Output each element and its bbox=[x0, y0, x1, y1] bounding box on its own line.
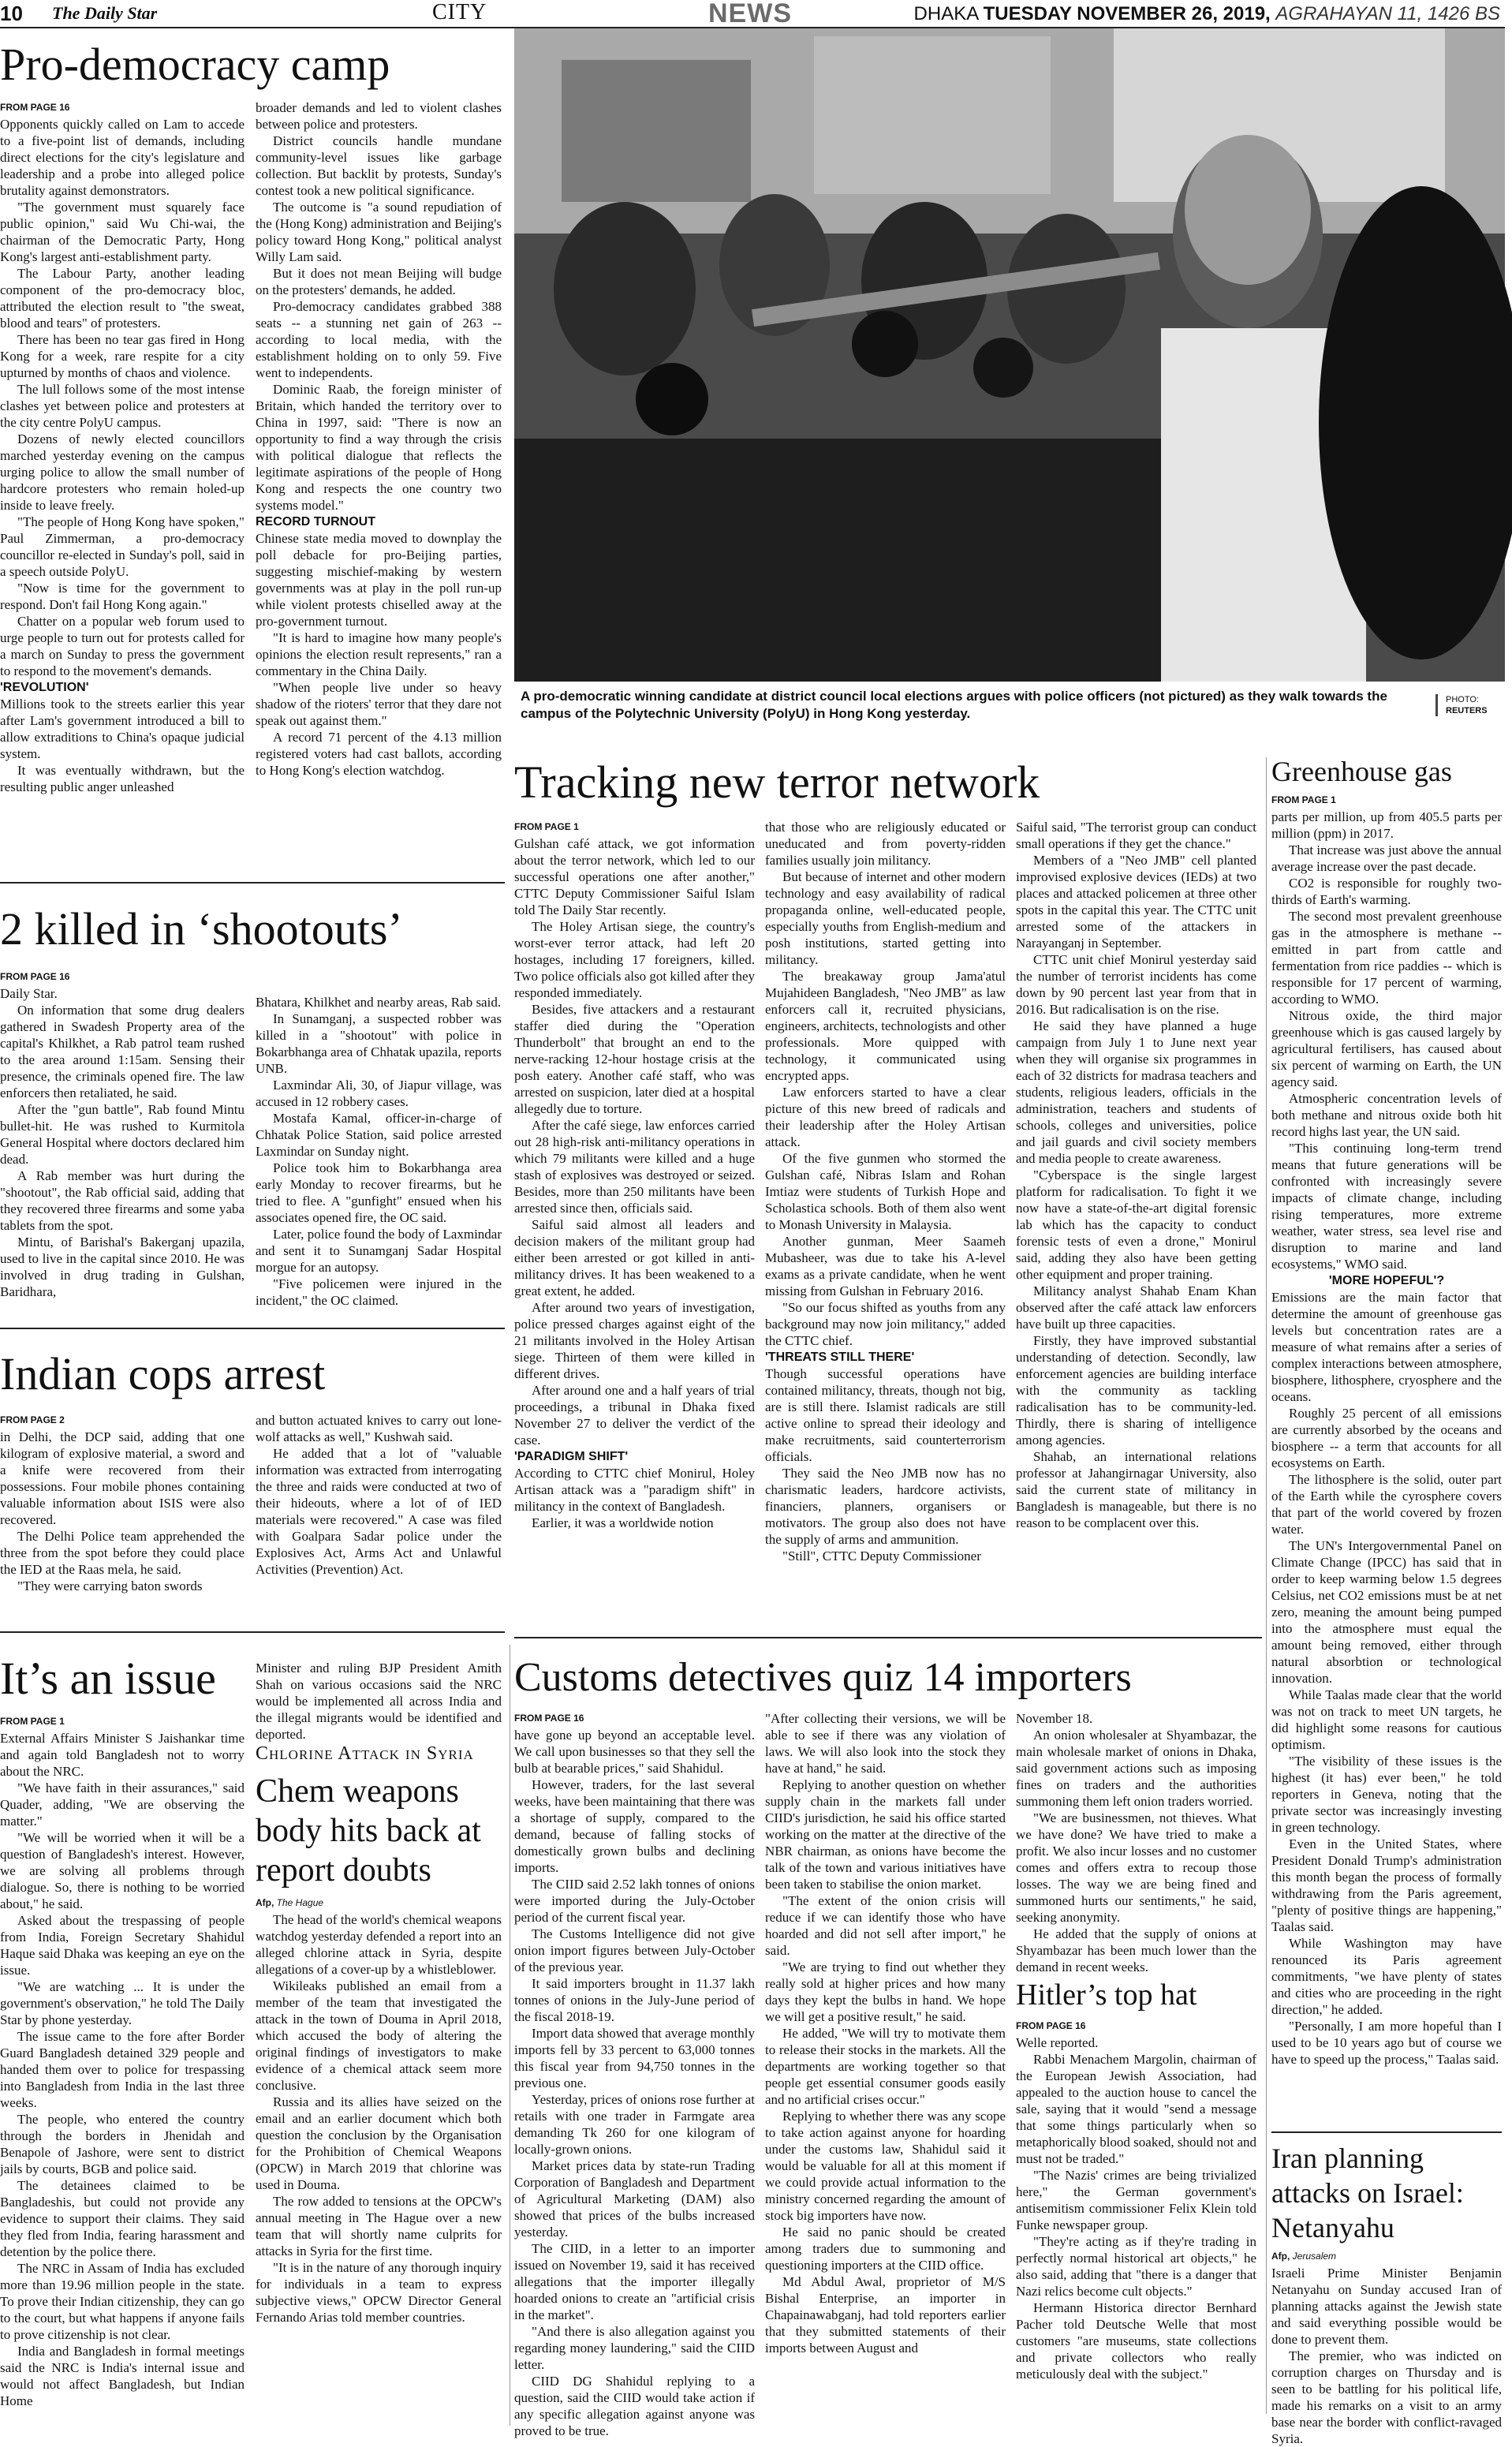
paragraph: After around two years of investigation, police pressed charges against eight of the 21 militants involved in the Holey Artisan siege. Thirteen of them were killed in different drives. bbox=[514, 1300, 755, 1381]
terror-column-2 bbox=[765, 819, 1006, 1631]
paragraph: "We are watching ... It is under the government's observation," he told The Daily Star by phone yesterday. bbox=[0, 1979, 245, 2027]
paragraph: "They're acting as if they're trading in perfectly normal historical art objects," he also said, adding that "there is a danger that Nazi relics become cult objects." bbox=[1016, 2234, 1256, 2299]
paragraph: He added that the supply of onions at Shyambazar has been much lower than the demand in recent weeks. bbox=[1016, 1926, 1256, 1974]
paragraph: Minister and ruling BJP President Amith Shah on various occasions said the NRC would be implemented all across India and the illegal migrants would be identified and deported. bbox=[256, 1661, 502, 1742]
paragraph: Millions took to the streets earlier this year after Lam's government introduced a bill to allow extraditions to China's opaque judicial system. bbox=[0, 697, 245, 761]
paragraph: But it does not mean Beijing will budge on the protesters' demands, he added. bbox=[256, 266, 502, 297]
paragraph: The premier, who was indicted on corruption charges on Thursday and is seen to be battling for his political life, made his remarks on a visit to an army base near the border with conflict-ravaged Syria. bbox=[1271, 2348, 1502, 2446]
dateline-city: DHAKA bbox=[913, 3, 978, 24]
paragraph: The outcome is "a sound repudiation of the (Hong Kong) administration and Beijing's policy toward Hong Kong," political analyst Willy Lam said. bbox=[256, 200, 502, 264]
chemweapons-column bbox=[256, 1895, 502, 2423]
kicker: FROM PAGE 16 bbox=[0, 971, 70, 982]
headline-greenhouse: Greenhouse gas bbox=[1271, 756, 1452, 787]
terror-column-1 bbox=[514, 819, 755, 1631]
issue-column-1 bbox=[0, 1713, 245, 2423]
paragraph: He added that a lot of "valuable information was extracted from interrogating the three and raids were conducted at two of their hideouts, where a lot of of IED materials were recovered." A case was filed with Goalpara Sadar police under the Explosives Act, Arms Act and Unlawful Activities (Prevention) Act. bbox=[256, 1446, 502, 1577]
paragraph: "It is in the nature of any thorough inquiry for individuals in a team to express subjective views," OPCW Director General Fernando Arias told member countries. bbox=[256, 2260, 502, 2325]
paragraph: "The extent of the onion crisis will reduce if we can identify those who have hoarded and did not sell after import," he said. bbox=[765, 1893, 1006, 1958]
paragraph: Law enforcers started to have a clear picture of this new breed of radicals and their leadership after the Holey Artisan attack. bbox=[765, 1085, 1006, 1149]
paragraph: The row added to tensions at the OPCW's annual meeting in The Hague over a new team that will shortly name culprits for attacks in Syria for the first time. bbox=[256, 2194, 502, 2258]
paragraph: He said no panic should be created among traders due to summoning and questioning importers at the CIID office. bbox=[765, 2225, 1006, 2273]
paragraph: An onion wholesaler at Shyambazar, the main wholesale market of onions in Dhaka, said government actions such as imposing fines on traders and the authorities summoning them left onion traders worried. bbox=[1016, 1728, 1256, 1809]
dateline-date: TUESDAY NOVEMBER 26, 2019, bbox=[983, 3, 1271, 24]
paragraph: "We have faith in their assurances," said Quader, adding, "We are observing the matter." bbox=[0, 1780, 245, 1829]
kicker: FROM PAGE 1 bbox=[514, 821, 579, 832]
headline-its-an-issue: It’s an issue bbox=[0, 1653, 216, 1704]
paragraph: The breakaway group Jama'atul Mujahideen Bangladesh, "Neo JMB" as law enforcers call it, recruited physicians, engineers, architects, technologists and other professionals. More quipped with technology, it communicated using encrypted apps. bbox=[765, 969, 1006, 1083]
paragraph: "It is hard to imagine how many people's opinions the election result represents," ran a commentary in the China Daily. bbox=[256, 630, 502, 678]
paragraph: Yesterday, prices of onions rose further at retails with one trader in Farmgate area demanding Tk 260 for one kilogram of locally-grown onions. bbox=[514, 2092, 755, 2157]
hitler-column bbox=[1016, 2018, 1256, 2425]
kicker: FROM PAGE 16 bbox=[1016, 2020, 1086, 2031]
byline: Welle reported. bbox=[1016, 2035, 1099, 2050]
paragraph: Asked about the trespassing of people from India, Foreign Secretary Shahidul Haque said Dhaka was keeping an eye on the issue. bbox=[0, 1913, 245, 1978]
paragraph: Dozens of newly elected councillors marched yesterday evening on the campus urging police to allow the small number of hardcore protesters who remain holed-up inside to leave freely. bbox=[0, 431, 245, 513]
paragraph: "The visibility of these issues is the highest (it has) ever been," he told reporters in Geneva, noting that the private sector was increasingly investing in green technology. bbox=[1271, 1754, 1502, 1835]
photo-credit-label: PHOTO: bbox=[1446, 695, 1479, 704]
byline-place: The Hague bbox=[276, 1897, 324, 1908]
paragraph: The lithosphere is the solid, outer part of the Earth while the cyrosphere covers that part of the world covered by frozen water. bbox=[1271, 1472, 1502, 1537]
divider bbox=[0, 882, 505, 884]
dateline bbox=[914, 3, 1500, 25]
paragraph: Earlier, it was a worldwide notion bbox=[532, 1515, 714, 1530]
paragraph: In Sunamganj, a suspected robber was killed in a "shootout" with police in Bokarbhanga area of Chhatak upazila, reports UNB. bbox=[256, 1011, 502, 1076]
paragraph: Members of a "Neo JMB" cell planted improvised explosive devices (IEDs) at two places and attacked policemen at three other spots in the capital this year. The CTTC unit arrested some of the attackers in Narayanganj in September. bbox=[1016, 853, 1256, 951]
prodemocracy-column-1 bbox=[0, 99, 245, 869]
paragraph: They said the Neo JMB now has no charismatic leaders, hardcore activists, financiers, planners, organisers or motivators. The group also does not have the supply of arms and ammunition. bbox=[765, 1466, 1006, 1547]
masthead bbox=[0, 0, 1505, 28]
paragraph: The second most prevalent greenhouse gas in the atmosphere is methane -- emitted in part from cattle and fermentation from rice paddies -- which is responsible for 17 percent of warming, according to WMO. bbox=[1271, 909, 1502, 1007]
dateline-bangla: AGRAHAYAN 11, 1426 BS bbox=[1275, 3, 1500, 24]
paragraph: "When people live under so heavy shadow of the rioters' terror that they dare not speak out against them." bbox=[256, 680, 502, 728]
paragraph: "Still", CTTC Deputy Commissioner bbox=[782, 1549, 981, 1563]
paragraph: Mintu, of Barishal's Bakerganj upazila, used to live in the capital since 2010. He was involved in drug trading in Gulshan, Baridhara, bbox=[0, 1235, 245, 1299]
headline-prodemocracy: Pro-democracy camp bbox=[0, 39, 390, 90]
paragraph: After the "gun battle", Rab found Mintu bullet-hit. He was rushed to Kurmitola General Hospital where doctors declared him dead. bbox=[0, 1102, 245, 1167]
paragraph: "We are trying to find out whether they really sold at higher prices and how many days they kept the bulbs in hand. We hope we will get a positive result," he said. bbox=[765, 1959, 1006, 2024]
paragraph: After around one and a half years of trial proceedings, a tribunal in Dhaka fixed November 27 to deliver the verdict of the case. bbox=[514, 1383, 755, 1448]
paragraph: He added, "We will try to motivate them to release their stocks in the markets. All the departments are working together so that people get essential consumer goods easily and no artificial crises occur." bbox=[765, 2026, 1006, 2107]
paragraph: The CIID said 2.52 lakh tonnes of onions were imported during the July-October period of the current fiscal year. bbox=[514, 1877, 755, 1925]
paragraph: After the café siege, law enforces carried out 28 high-risk anti-militancy operations in which 79 militants were killed and a huge stash of explosives was destroyed or seized. Besides, more than 250 militants have been arrested since then, officials said. bbox=[514, 1118, 755, 1216]
indiancops-column-1 bbox=[0, 1412, 245, 1625]
paragraph: "And there is also allegation against you regarding money laundering," said the CIID letter. bbox=[514, 2324, 755, 2372]
paragraph: The head of the world's chemical weapons watchdog yesterday defended a report into an alleged chlorine attack in Syria, despite allegations of a cover-up by a whistleblower. bbox=[256, 1912, 502, 1977]
paragraph: On information that some drug dealers gathered in Swadesh Property area of the capital's Khilkhet, a Rab patrol team rushed to the area around 1:15am. Sensing their presence, the criminals opened fire. The law enforcers then retaliated, he said. bbox=[0, 1003, 245, 1100]
paragraph: He said they have planned a huge campaign from July 1 to June next year when they will organise six programmes in each of 32 districts for madrasa teachers and students, religious leaders, officials in the administration, teachers and students of schools, colleges and universities, police and jail guards and civil society members and media people to create awareness. bbox=[1016, 1018, 1256, 1166]
prodemocracy-column-2 bbox=[256, 99, 502, 869]
paragraph: The NRC in Assam of India has excluded more than 19.96 million people in the state. To prove their Indian citizenship, they can go to the court, but what happens if anyone fails to prove citizenship is not clear. bbox=[0, 2261, 245, 2342]
paragraph: Wikileaks published an email from a member of the team that investigated the attack in the town of Douma in April 2018, which accused the body of altering the original findings of investigators to make evidence of a chemical attack seem more conclusive. bbox=[256, 1978, 502, 2093]
paragraph: Replying to another question on whether supply chain in the markets fall under CIID's jurisdiction, he said his office started working on the matter at the directive of the NBR chairman, as onions have become the talk of the town and various initiatives have been taken to stabilise the onion market. bbox=[765, 1777, 1006, 1892]
section-label: CITY bbox=[432, 0, 487, 24]
paragraph: Mostafa Kamal, officer-in-charge of Chhatak Police Station, said police arrested Laxmindar on Sunday night. bbox=[256, 1111, 502, 1159]
paragraph: India and Bangladesh in formal meetings said the NRC is India's internal issue and would not affect Bangladesh, but Indian Home bbox=[0, 2344, 245, 2408]
paragraph: But because of internet and other modern technology and easy availability of radical propaganda online, well-educated people, especially youths from English-medium and posh institutions, started getting into militancy. bbox=[765, 869, 1006, 967]
paragraph: Market prices data by state-run Trading Corporation of Bangladesh and Department of Agricultural Marketing (DAM) also showed that prices of the bulbs increased yesterday. bbox=[514, 2158, 755, 2240]
kicker: FROM PAGE 16 bbox=[0, 102, 70, 113]
divider bbox=[1271, 2131, 1502, 2133]
headline-shootouts: 2 killed in ‘shootouts’ bbox=[0, 903, 403, 955]
category-label: NEWS bbox=[708, 0, 792, 28]
paragraph: Besides, five attackers and a restaurant staffer died during the "Operation Thunderbolt" that brought an end to the nerve-racking 12-hour hostage crisis at the posh eatery. Another café staff, who was arrested on suspicion, later died at a hospital allegedly due to torture. bbox=[514, 1002, 755, 1116]
paragraph: CTTC unit chief Monirul yesterday said the number of terrorist incidents has come down by 90 percent last year from that in 2016. But radicalisation is on the rise. bbox=[1016, 952, 1256, 1017]
paragraph: That increase was just above the annual average increase over the past decade. bbox=[1271, 842, 1503, 874]
paragraph: Replying to whether there was any scope to take action against anyone for hoarding under the customs law, Shahidul said it would be valuable for all at this moment if we could provide actual information to the ministry concerned regarding the amount of stock big importers have now. bbox=[765, 2109, 1006, 2223]
paragraph: Police took him to Bokarbhanga area early Monday to recover firearms, but he tried to flee. A "gunfight" ensued when his associates opened fire, the OC said. bbox=[256, 1160, 502, 1225]
paragraph: Chatter on a popular web forum used to urge people to turn out for protests called for a march on Sunday to press the government to respond to the movement's demands. bbox=[0, 614, 245, 678]
paragraph: External Affairs Minister S Jaishankar time and again told Bangladesh not to worry about the NRC. bbox=[0, 1731, 245, 1779]
subheading: 'PARADIGM SHIFT' bbox=[514, 1450, 629, 1463]
paragraph: "We are businessmen, not thieves. What we have done? We have tried to make a profit. We also incur losses and no customer comes and offers extra to recoup those losses. The way we are being fined and summoned hurts our sentiments," he said, seeking anonymity. bbox=[1016, 1810, 1256, 1925]
paragraph: "The government must squarely face public opinion," said Wu Chi-wai, the chairman of the Democratic Party, Hong Kong's largest anti-establishment party. bbox=[0, 200, 245, 264]
paragraph: November 18. bbox=[1016, 1711, 1093, 1726]
paragraph: While Washington may have renounced its Paris agreement commitments, "we have plenty of states and cities who are proceeding in the right direction," he added. bbox=[1271, 1936, 1502, 2017]
paragraph: There has been no tear gas fired in Hong Kong for a week, rare respite for a city upturned by months of chaos and violence. bbox=[0, 332, 245, 380]
paragraph: "Personally, I am more hopeful than I used to be 10 years ago but of course we have to speed up the process," Taalas said. bbox=[1271, 2019, 1502, 2067]
paragraph: Emissions are the main factor that determine the amount of greenhouse gas levels but concentration rates are a measure of what remains after a series of complex interactions between atmosphere, biosphere, lithosphere, cryosphere and the oceans. bbox=[1271, 1290, 1502, 1404]
kicker: FROM PAGE 16 bbox=[514, 1713, 584, 1724]
paragraph: Israeli Prime Minister Benjamin Netanyahu on Sunday accused Iran of planning attacks against the Jewish state and said everything possible would be done to prevent them. bbox=[1271, 2266, 1502, 2347]
byline-place: Jerusalem bbox=[1292, 2251, 1337, 2262]
iran-column bbox=[1271, 2248, 1502, 2446]
paragraph: Import data showed that average monthly imports fell by 33 percent to 63,000 tonnes this fiscal year from 94,750 tonnes in the previous one. bbox=[514, 2026, 755, 2090]
headline-terror-network: Tracking new terror network bbox=[514, 757, 1040, 808]
paragraph: parts per million, up from 405.5 parts per million (ppm) in 2017. bbox=[1271, 809, 1502, 841]
photo-credit-source: REUTERS bbox=[1446, 706, 1488, 715]
paragraph: Shahab, an international relations professor at Jahangirnagar University, also said the current state of militancy in Bangladesh is manageable, but there is no reason to be complacent over this. bbox=[1016, 1449, 1256, 1530]
headline-indian-cops: Indian cops arrest bbox=[0, 1348, 326, 1399]
paragraph: Dominic Raab, the foreign minister of Britain, which handed the territory over to China in 1997, said: "There is now an opportunity to find a way through the crisis with political dialogue that reflects the legitimate aspirations of the people of Hong Kong and respects the one country two systems model." bbox=[256, 382, 502, 513]
paragraph: Chinese state media moved to downplay the poll debacle for pro-Beijing parties, suggesting mischief-making by western governments was at play in the poll run-up while violent protests chiselled away at the pro-government turnout. bbox=[256, 531, 502, 629]
headline-iran: Iran planning attacks on Israel: Netanyahu bbox=[1271, 2143, 1464, 2243]
issue-column-2 bbox=[256, 1660, 502, 1742]
byline: Daily Star. bbox=[0, 986, 58, 1001]
paragraph: have gone up beyond an acceptable level. We call upon businesses so that they sell the bulb at bearable prices," said Shahidul. bbox=[514, 1728, 755, 1776]
paragraph: Laxmindar Ali, 30, of Jiapur village, was accused in 12 robbery cases. bbox=[256, 1078, 502, 1109]
paragraph: District councils handle mundane community-level issues like garbage collection. But backlit by protests, Sunday's contest took a new political significance. bbox=[256, 133, 502, 198]
kicker: FROM PAGE 1 bbox=[1271, 794, 1336, 805]
paragraph: "We will be worried when it will be a question of Bangladesh's interest. However, we are solving all problems through dialogue. So, there is nothing to be worried about," he said. bbox=[0, 1830, 245, 1911]
paragraph: However, traders, for the last several weeks, have been maintaining that there was a shortage of supply, compared to the demand, because of falling stocks of domestically grown bulbs and declining imports. bbox=[514, 1777, 755, 1875]
kicker: FROM PAGE 2 bbox=[0, 1414, 65, 1425]
divider bbox=[0, 1328, 505, 1329]
paragraph: While Taalas made clear that the world was not on track to meet UN targets, he did highlight some reasons for cautious optimism. bbox=[1271, 1687, 1502, 1752]
indiancops-column-2 bbox=[256, 1412, 502, 1625]
paragraph: CIID DG Shahidul replying to a question, said the CIID would take action if any specific allegation against anyone was proved to be true. bbox=[514, 2374, 755, 2438]
paragraph: "The people of Hong Kong have spoken," Paul Zimmerman, a pro-democracy councillor re-elected in Sunday's poll, said in a speech outside PolyU. bbox=[0, 514, 245, 579]
kicker: FROM PAGE 1 bbox=[0, 1716, 65, 1727]
shootouts-column-1 bbox=[0, 969, 245, 1322]
paragraph: Another gunman, Meer Saameh Mubasheer, was due to take his A-level exams as a private candidate, when he went missing from Gulshan in February 2016. bbox=[765, 1234, 1006, 1298]
chemweapons-overline bbox=[256, 1743, 502, 1765]
paragraph: The issue came to the fore after Border Guard Bangladesh detained 329 people and handed them over to police for trespassing into Bangladesh from India in the last three weeks. bbox=[0, 2029, 245, 2110]
subheading: RECORD TURNOUT bbox=[256, 515, 375, 529]
paragraph: The detainees claimed to be Bangladeshis, but could not provide any evidence to support their claims. They said they fled from India, fearing harassment and detention by the police there. bbox=[0, 2178, 245, 2259]
paragraph: Bhatara, Khilkhet and nearby areas, Rab said. bbox=[256, 995, 502, 1010]
divider bbox=[0, 1631, 505, 1633]
overline-text: Chlorine Attack in Syria bbox=[256, 1743, 474, 1764]
paragraph: that those who are religiously educated or uneducated and from poverty-ridden families usually join militancy. bbox=[765, 820, 1006, 868]
paragraph: It said importers brought in 11.37 lakh tonnes of onions in the July-June period of the fiscal 2018-19. bbox=[514, 1976, 755, 2024]
photo-credit bbox=[1435, 694, 1512, 716]
customs-column-2 bbox=[765, 1710, 1006, 2425]
paragraph: "The Nazis' crimes are being trivialized here," the German government's antisemitism commissioner Felix Klein told Funke newspaper group. bbox=[1016, 2168, 1256, 2232]
paragraph: Firstly, they have improved substantial understanding of detection. Secondly, law enforcement agencies are building interface with the community as tackling radicalisation has to be community-led. Thirdly, there is sharing of intelligence among agencies. bbox=[1016, 1333, 1256, 1448]
terror-column-3 bbox=[1016, 819, 1256, 1631]
subheading: 'REVOLUTION' bbox=[0, 681, 89, 694]
paper-logo: The Daily Star bbox=[52, 3, 158, 23]
paragraph: Opponents quickly called on Lam to accede to a five-point list of demands, including direct elections for the city's legislature and leadership and a probe into alleged police brutality against demonstrators. bbox=[0, 117, 245, 198]
headline-hitler: Hitler’s top hat bbox=[1016, 1978, 1197, 2012]
divider bbox=[514, 1637, 1262, 1638]
photo-caption: A pro-democratic winning candidate at district council local elections argues with police officers (not pictured) as they walk towards the campus of the Polytechnic University (PolyU) in Hong Kong yesterday. bbox=[521, 689, 1387, 721]
subheading: 'THREATS STILL THERE' bbox=[765, 1351, 915, 1364]
paragraph: According to CTTC chief Monirul, Holey Artisan attack was a "paradigm shift" in militancy in the context of Bangladesh. bbox=[514, 1466, 755, 1514]
paragraph: Militancy analyst Shahab Enam Khan observed after the café attack law enforcers have built up three capacities. bbox=[1016, 1283, 1256, 1332]
paragraph: Of the five gunmen who stormed the Gulshan café, Nibras Islam and Rohan Imtiaz were students of Turkish Hope and Scholastica schools. Both of them also went to Monash University in Malaysia. bbox=[765, 1151, 1006, 1232]
paragraph: "They were carrying baton swords bbox=[17, 1578, 203, 1593]
page-number: 10 bbox=[0, 2, 23, 25]
paragraph: "This continuing long-term trend means that future generations will be confronted with increasingly severe impacts of climate change, including rising temperatures, more extreme weather, water stress, sea level rise and disruption to marine and land ecosystems," WMO said. bbox=[1271, 1141, 1502, 1272]
customs-column-3 bbox=[1016, 1710, 1256, 1974]
paragraph: CO2 is responsible for roughly two-thirds of Earth's warming. bbox=[1271, 876, 1502, 907]
paragraph: The Labour Party, another leading component of the pro-democracy bloc, attributed the election result to "the sweat, blood and tears" of protesters. bbox=[0, 266, 245, 331]
paragraph: The people, who entered the country through the borders in Jhenidah and Benapole of Jashore, were sent to district jails by courts, BGB and police said. bbox=[0, 2112, 245, 2176]
byline bbox=[1271, 2248, 1502, 2265]
paragraph: "After collecting their versions, we will be able to see if there was any violation of laws. We will also look into the stock they have at hand," he said. bbox=[765, 1711, 1006, 1776]
byline bbox=[256, 1895, 502, 1911]
news-photo bbox=[514, 28, 1505, 682]
paragraph: "Cyberspace is the single largest platform for radicalisation. To fight it we now have a state-of-the-art digital forensic lab which has the capacity to conduct forensic tests of even a drone," Monirul said, adding they also have been getting other equipment and proper training. bbox=[1016, 1167, 1256, 1282]
paragraph: in Delhi, the DCP said, adding that one kilogram of explosive material, a sword and a knife were recovered from their possessions. Four mobile phones containing valuable information about ISIS were also recovered. bbox=[0, 1429, 245, 1527]
paragraph: Gulshan café attack, we got information about the terror network, which led to our successful operations one after another," CTTC Deputy Commissioner Saiful Islam told The Daily Star recently. bbox=[514, 836, 755, 917]
paragraph: Russia and its allies have seized on the email and an earlier document which both question the conclusion by the Organisation for the Prohibition of Chemical Weapons (OPCW) in March 2019 that chlorine was used in Douma. bbox=[256, 2094, 502, 2192]
paragraph: "So our focus shifted as youths from any background may now join militancy," added the CTTC chief. bbox=[765, 1300, 1006, 1348]
shootouts-column-2 bbox=[256, 994, 502, 1322]
paragraph: Though successful operations have contained militancy, threats, though not big, are is still there. Islamist radicals are still active online to spread their ideology and make recruitments, said counterterrorism officials. bbox=[765, 1366, 1006, 1464]
paragraph: It was eventually withdrawn, but the resulting public anger unleashed bbox=[0, 763, 245, 794]
paragraph: The Holey Artisan siege, the country's worst-ever terror attack, had left 20 hostages, including 17 foreigners, killed. Two police officials also got killed after they responded immediately. bbox=[514, 919, 755, 1000]
paragraph: Atmospheric concentration levels of both methane and nitrous oxide both hit record highs last year, the UN said. bbox=[1271, 1091, 1502, 1139]
paragraph: The CIID, in a letter to an importer issued on November 19, said it has received allegations that the importer illegally hoarded onions to create an "artificial crisis in the market". bbox=[514, 2241, 755, 2322]
subheading: 'MORE HOPEFUL'? bbox=[1328, 1274, 1445, 1287]
headline-chem-weapons: Chem weapons body hits back at report doubts bbox=[256, 1773, 481, 1888]
paragraph: Roughly 25 percent of all emissions are currently absorbed by the oceans and biosphere -- a term that accounts for all ecosystems on Earth. bbox=[1271, 1406, 1502, 1470]
paragraph: and button actuated knives to carry out lone-wolf attacks as well," Kushwah said. bbox=[256, 1413, 502, 1444]
paragraph: broader demands and led to violent clashes between police and protesters. bbox=[256, 100, 502, 132]
paragraph: Later, police found the body of Laxmindar and sent it to Sunamganj Sadar Hospital morgue for an autopsy. bbox=[256, 1227, 502, 1275]
paragraph: The Delhi Police team apprehended the three from the spot before they could place the IED at the Raas mela, he said. bbox=[0, 1529, 245, 1577]
paragraph: Even in the United States, where President Donald Trump's administration this month began the process of formally withdrawing from the Paris agreement, "plenty of positive things are happening," Taalas said. bbox=[1271, 1836, 1502, 1934]
headline-customs: Customs detectives quiz 14 importers bbox=[514, 1655, 1132, 1700]
paragraph: The UN's Intergovernmental Panel on Climate Change (IPCC) has said that in order to keep warming below 1.5 degrees Celsius, net CO2 emissions must be at net zero, meaning the amount being pumped into the atmosphere must equal the amount being removed, either through natural absorbtion or technological innovation. bbox=[1271, 1538, 1502, 1686]
paragraph: A record 71 percent of the 4.13 million registered voters had cast ballots, according to Hong Kong's election watchdog. bbox=[256, 730, 502, 778]
paragraph: "Five policemen were injured in the incident," the OC claimed. bbox=[256, 1276, 502, 1308]
photo-illustration bbox=[514, 28, 1505, 682]
paragraph: The lull follows some of the most intense clashes yet between police and protesters at the city centre PolyU campus. bbox=[0, 382, 245, 430]
paragraph: Saiful said almost all leaders and decision makers of the militant group had either been arrested or got killed in anti-militancy drives. It has been weakened to a great extent, he added. bbox=[514, 1217, 755, 1298]
greenhouse-column bbox=[1271, 792, 1502, 2125]
paragraph: Md Abdul Awal, proprietor of M/S Bishal Enterprise, an importer in Chapainawabganj, had told reporters earlier that they submitted statements of their imports between August and bbox=[765, 2274, 1006, 2355]
paragraph: Rabbi Menachem Margolin, chairman of the European Jewish Association, had appealed to the auction house to cancel the sale, saying that it would "send a message that some things particularly when so metaphorically blood soaked, should not and must not be traded." bbox=[1016, 2052, 1256, 2166]
paragraph: Nitrous oxide, the third major greenhouse which is gas caused largely by agricultural fertilisers, has caused about six percent of warming on Earth, the UN agency said. bbox=[1271, 1008, 1502, 1089]
column-divider bbox=[1266, 757, 1267, 2414]
paragraph: A Rab member was hurt during the "shootout", the Rab official said, adding that they recovered three firearms and some yaba tablets from the spot. bbox=[0, 1168, 245, 1233]
byline-agency: Afp, bbox=[1271, 2251, 1290, 2262]
customs-column-1 bbox=[514, 1710, 755, 2438]
paragraph: Saiful said, "The terrorist group can conduct small operations if they get the chance." bbox=[1016, 820, 1256, 851]
paragraph: The Customs Intelligence did not give onion import figures between July-October of the previous year. bbox=[514, 1926, 755, 1974]
paragraph: Hermann Historica director Bernhard Pacher told Deutsche Welle that most customers "are museums, state collections and private collectors who really meticulously deal with the subject." bbox=[1016, 2300, 1256, 2382]
paragraph: "Now is time for the government to respond. Don't fail Hong Kong again." bbox=[0, 581, 245, 612]
byline-agency: Afp, bbox=[256, 1897, 274, 1908]
paragraph: Pro-democracy candidates grabbed 388 seats -- a stunning net gain of 263 -- according to local media, with the establishment holding on to only 59. Five went to independents. bbox=[256, 299, 502, 380]
